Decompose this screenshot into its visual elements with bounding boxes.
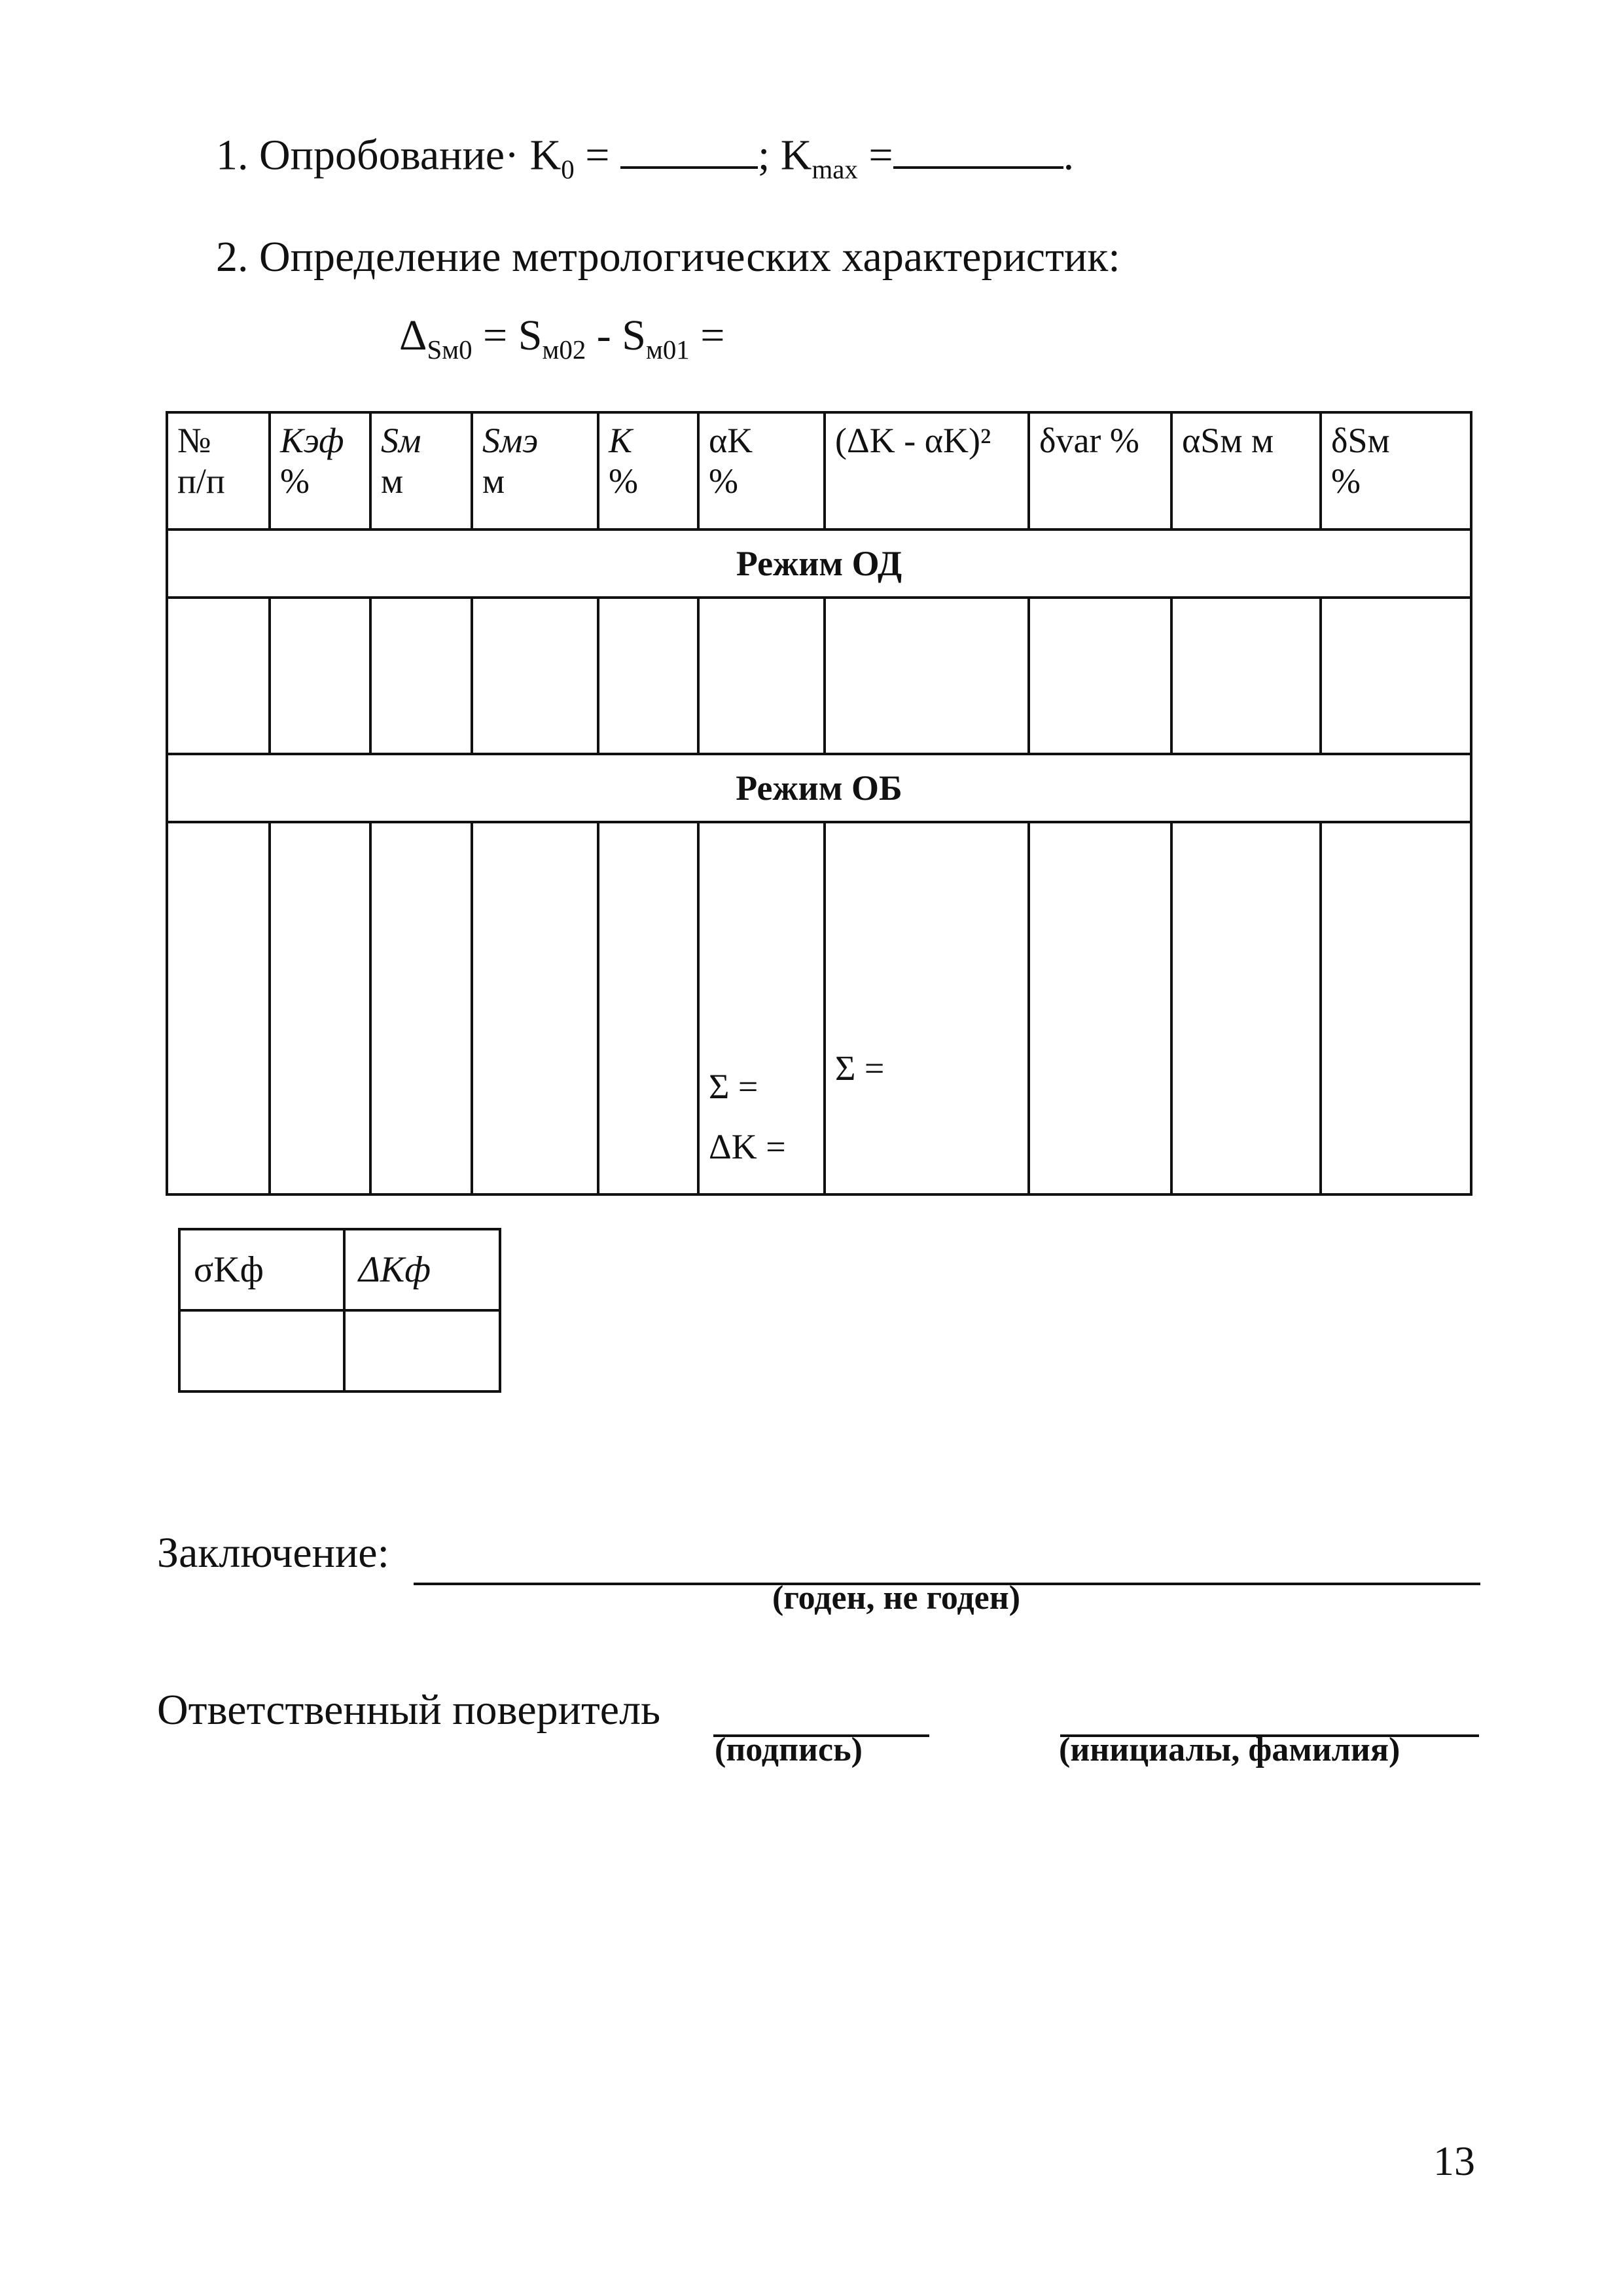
k0-blank-field[interactable] xyxy=(620,128,758,169)
page-number: 13 xyxy=(1433,2138,1475,2184)
table-cell[interactable] xyxy=(1321,822,1471,1194)
table-row xyxy=(167,822,1471,1194)
sum-square-label: Σ = xyxy=(835,1048,885,1088)
s01-subscript: м01 xyxy=(645,335,690,365)
mode-ob-row xyxy=(167,754,1471,822)
header-cell: Sм м xyxy=(370,412,472,529)
sigma-value-row xyxy=(179,1310,500,1391)
mode-od-label: Режим ОД xyxy=(167,529,1471,598)
formula-equals: = S xyxy=(472,312,543,359)
table-cell[interactable] xyxy=(1171,822,1321,1194)
table-cell[interactable] xyxy=(598,822,698,1194)
table-cell[interactable] xyxy=(270,822,370,1194)
table-cell[interactable] xyxy=(472,822,598,1194)
metrology-table xyxy=(166,411,1472,1196)
delta-subscript: Sм0 xyxy=(427,335,473,365)
header-cell: K % xyxy=(598,412,698,529)
table-row xyxy=(167,598,1471,754)
conclusion-label: Заключение: xyxy=(157,1529,389,1577)
sigma-header-row xyxy=(179,1229,500,1310)
signature-hint: (подпись) xyxy=(715,1731,863,1768)
table-cell[interactable] xyxy=(1171,598,1321,754)
header-cell: Kэф % xyxy=(270,412,370,529)
k0-equals: = xyxy=(574,131,620,179)
table-cell[interactable] xyxy=(1029,598,1171,754)
sum-alpha-label: Σ = xyxy=(709,1066,758,1106)
table-cell[interactable] xyxy=(698,598,825,754)
header-cell: δvar % xyxy=(1029,412,1171,529)
table-cell[interactable] xyxy=(1029,822,1171,1194)
table-cell[interactable] xyxy=(825,598,1029,754)
sum-alpha-cell[interactable] xyxy=(698,822,825,1194)
kmax-subscript: max xyxy=(812,154,858,185)
table-cell[interactable] xyxy=(472,598,598,754)
header-cell: № п/п xyxy=(167,412,270,529)
delta-k-value-cell[interactable] xyxy=(344,1310,500,1391)
table-cell[interactable] xyxy=(370,822,472,1194)
table-cell[interactable] xyxy=(1321,598,1471,754)
table-cell[interactable] xyxy=(167,822,270,1194)
delta-k-header: ΔKф xyxy=(344,1229,500,1310)
table-cell[interactable] xyxy=(270,598,370,754)
s02-subscript: м02 xyxy=(542,335,586,365)
table-cell[interactable] xyxy=(598,598,698,754)
kmax-symbol: K xyxy=(780,131,812,179)
header-cell: Sмэ м xyxy=(472,412,598,529)
header-cell: (ΔK - αK)² xyxy=(825,412,1029,529)
formula-end: = xyxy=(689,312,725,359)
end-dot: . xyxy=(1063,131,1075,179)
conclusion-hint: (годен, не годен) xyxy=(772,1579,1021,1617)
formula-minus: - S xyxy=(586,312,646,359)
sampling-line xyxy=(216,128,1074,185)
sigma-table xyxy=(178,1228,501,1393)
name-hint: (инициалы, фамилия) xyxy=(1059,1731,1400,1768)
kmax-blank-field[interactable] xyxy=(893,128,1063,169)
sigma-header: σKф xyxy=(179,1229,344,1310)
table-header-row xyxy=(167,412,1471,529)
section-heading: 2. Определение метрологических характеристик: xyxy=(216,233,1120,281)
sum-square-cell[interactable] xyxy=(825,822,1029,1194)
delta-formula xyxy=(399,311,725,365)
header-cell: δSм % xyxy=(1321,412,1471,529)
table-cell[interactable] xyxy=(370,598,472,754)
table-cell[interactable] xyxy=(167,598,270,754)
sigma-value-cell[interactable] xyxy=(179,1310,344,1391)
delta-k-label: ΔK = xyxy=(709,1126,786,1166)
separator: ; xyxy=(757,131,781,179)
delta-symbol: Δ xyxy=(399,312,427,359)
k0-symbol: K xyxy=(529,131,562,179)
sampling-label: 1. Опробование· xyxy=(216,131,520,179)
kmax-equals: = xyxy=(857,131,893,179)
k0-subscript: 0 xyxy=(561,154,575,185)
mode-ob-label: Режим ОБ xyxy=(167,754,1471,822)
responsible-label: Ответственный поверитель xyxy=(157,1686,661,1734)
header-cell: αSм м xyxy=(1171,412,1321,529)
header-cell: αK % xyxy=(698,412,825,529)
mode-od-row xyxy=(167,529,1471,598)
